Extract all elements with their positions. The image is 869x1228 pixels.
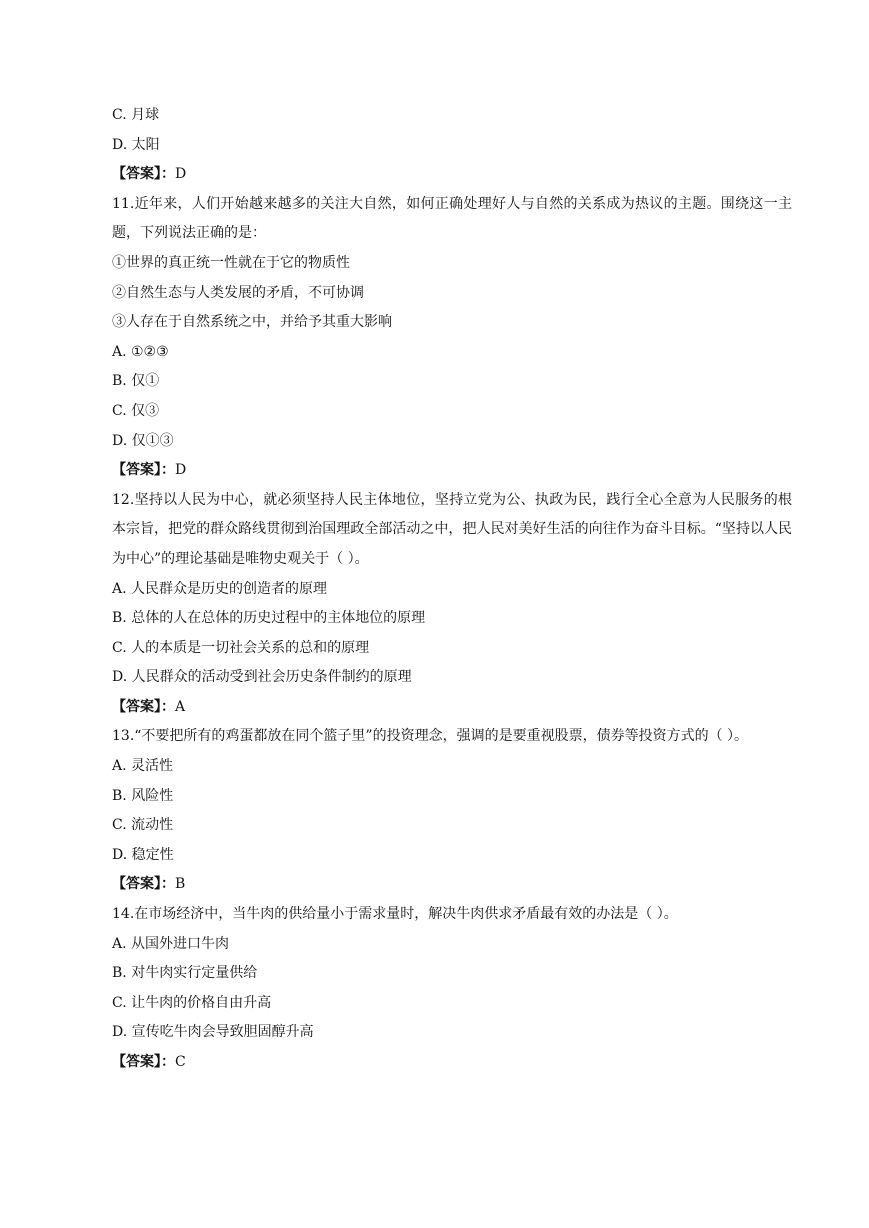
question-13 (112, 722, 792, 900)
option-b: B. 总体的人在总体的历史过程中的主体地位的原理 (112, 610, 426, 627)
option-d: D. 宣传吃牛肉会导致胆固醇升高 (112, 1024, 314, 1041)
answer-value: A (175, 698, 186, 715)
option-d: D. 人民群众的活动受到社会历史条件制约的原理 (112, 669, 412, 686)
question-12 (112, 486, 792, 723)
option-b: B. 对牛肉实行定量供给 (112, 965, 258, 982)
option-a: A. 灵活性 (112, 758, 174, 775)
answer-value: D (175, 462, 187, 479)
question-10-tail (112, 101, 792, 190)
option-c: C. 流动性 (112, 817, 174, 834)
option-a: A. ①②③ (112, 343, 169, 360)
question-stem: 13.“不要把所有的鸡蛋都放在同个篮子里”的投资理念，强调的是要重视股票，债券等投资方式的（ ）。 (112, 728, 749, 745)
answer-label: 【答案】： (112, 876, 175, 893)
option-d: D. 太阳 (112, 136, 160, 153)
question-list (112, 101, 792, 1078)
statement-2: ②自然生态与人类发展的矛盾，不可协调 (112, 284, 364, 301)
option-b: B. 风险性 (112, 787, 174, 804)
question-stem: 14.在市场经济中，当牛肉的供给量小于需求量时，解决牛肉供求矛盾最有效的办法是（ ）。 (112, 906, 678, 923)
answer-value: D (175, 166, 187, 183)
question-stem: 11.近年来，人们开始越来越多的关注大自然，如何正确处理好人与自然的关系成为热议的主题。围绕这一主题，下列说法正确的是： (112, 195, 792, 242)
statement-1: ①世界的真正统一性就在于它的物质性 (112, 254, 350, 271)
question-11 (112, 190, 792, 486)
answer-line (112, 1048, 792, 1078)
option-c: C. 让牛肉的价格自由升高 (112, 994, 272, 1011)
statement-3: ③人存在于自然系统之中，并给予其重大影响 (112, 314, 392, 331)
option-c: C. 月球 (112, 107, 160, 123)
option-a: A. 人民群众是历史的创造者的原理 (112, 580, 328, 597)
option-c: C. 仅③ (112, 402, 160, 419)
option-b: B. 仅① (112, 373, 160, 390)
answer-line (112, 160, 792, 190)
question-14 (112, 900, 792, 1078)
answer-label: 【答案】： (112, 1054, 175, 1070)
answer-line (112, 693, 792, 723)
answer-label: 【答案】： (112, 166, 175, 183)
answer-value: B (175, 876, 186, 893)
answer-value: C (175, 1054, 186, 1070)
answer-line (112, 870, 792, 900)
option-a: A. 从国外进口牛肉 (112, 935, 230, 952)
option-c: C. 人的本质是一切社会关系的总和的原理 (112, 639, 370, 656)
question-stem: 12.坚持以人民为中心，就必须坚持人民主体地位，坚持立党为公、执政为民，践行全心全意为人民服务的根本宗旨，把党的群众路线贯彻到治国理政全部活动之中，把人民对美好生活的向往作为奋斗目标。“坚持以人民为中心”的理论基础是唯物史观关于（ ）。 (112, 491, 792, 567)
option-d: D. 稳定性 (112, 846, 174, 863)
answer-line (112, 456, 792, 486)
option-d: D. 仅①③ (112, 432, 174, 449)
answer-label: 【答案】： (112, 462, 175, 479)
answer-label: 【答案】： (112, 698, 175, 715)
